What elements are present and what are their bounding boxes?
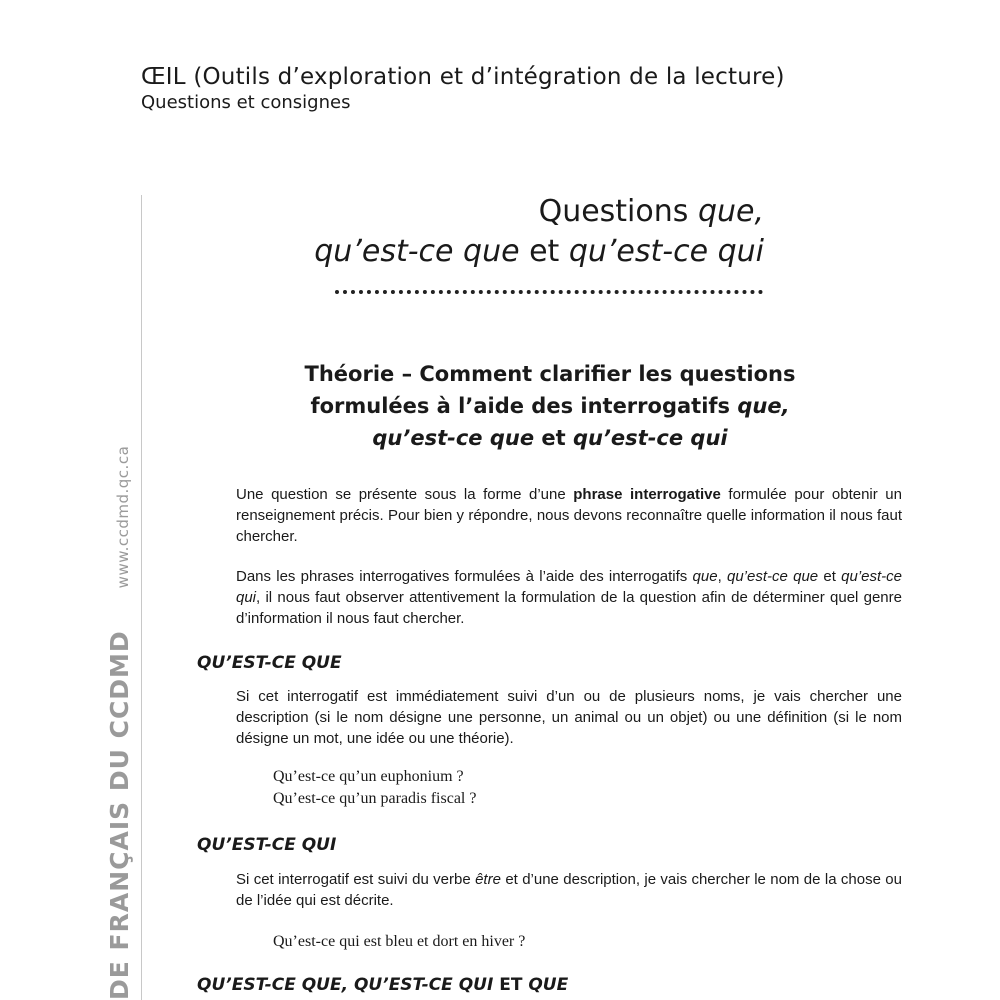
section-heading-quest-ce-que: QU’EST-CE QUE: [197, 653, 342, 673]
intro-paragraph-2: [236, 566, 902, 629]
example-line: Qu’est-ce qui est bleu et dort en hiver ?: [273, 933, 526, 950]
intro2-sep-2: et: [818, 568, 842, 585]
theory-line3-plain: et: [534, 426, 573, 450]
intro1-text-b: formulée pour obtenir un renseignement précis. Pour bien y répondre, nous devons reconnaître quelle information il nous faut chercher.: [236, 486, 902, 545]
title-line1-italic: que,: [697, 194, 764, 229]
section2-text-a: Si cet interrogatif est suivi du verbe: [236, 871, 476, 888]
example-line: Qu’est-ce qu’un euphonium ?: [273, 768, 464, 785]
title-line1-plain: Questions: [538, 194, 698, 229]
section-heading-quest-ce-qui: QU’EST-CE QUI: [197, 835, 337, 855]
intro2-italic-3: qu’est-ce qui: [236, 568, 903, 606]
section1-paragraph: Si cet interrogatif est immédiatement suivi d’un ou de plusieurs noms, je vais chercher une description (si le nom désigne une personne, un animal ou un objet) ou une définition (si le nom désigne un mot, une idée ou une théorie).: [236, 688, 902, 747]
title-line2-italic-b: qu’est-ce qui: [568, 234, 764, 269]
section2-example: [273, 931, 525, 953]
header-subtitle: Questions et consignes: [141, 92, 351, 113]
section3-heading-italic: QU’EST-CE QUE, QU’EST-CE QUI: [197, 975, 494, 995]
sidebar-vertical-text: [100, 446, 143, 1000]
section1-examples: [273, 766, 476, 810]
title-line2-italic-a: qu’est-ce que: [314, 234, 520, 269]
intro2-italic-2: qu’est-ce que: [727, 568, 819, 585]
intro-paragraph-1: [236, 484, 902, 547]
page-header: [141, 62, 785, 114]
intro1-text-a: Une question se présente sous la forme d’une: [236, 486, 574, 503]
intro2-italic-1: que: [692, 568, 718, 585]
intro2-text-b: , il nous faut observer attentivement la formulation de la question afin de déterminer quel genre d’information il nous faut chercher.: [236, 589, 902, 627]
sidebar-label: DE FRANÇAIS DU CCDMD: [105, 630, 134, 1000]
theory-title: [200, 358, 900, 454]
section3-heading-italic-b: QUE: [528, 975, 569, 995]
section2-paragraph: [236, 869, 902, 911]
intro2-text-a: Dans les phrases interrogatives formulées à l’aide des interrogatifs: [236, 568, 693, 585]
dotted-divider: [335, 290, 763, 294]
theory-line1: Théorie – Comment clarifier les questions: [304, 362, 796, 386]
theory-line3-italic-b: qu’est-ce qui: [572, 426, 728, 450]
section-heading-combined: [197, 974, 568, 996]
title-line2-plain: et: [519, 234, 569, 269]
theory-line3-italic-a: qu’est-ce que: [372, 426, 535, 450]
page-title: [314, 192, 764, 272]
intro1-bold: phrase interrogative: [573, 486, 721, 503]
section2-italic: être: [475, 871, 501, 888]
header-title: ŒIL (Outils d’exploration et d’intégration de la lecture): [141, 64, 785, 90]
sidebar-url: www.ccdmd.qc.ca: [114, 445, 132, 589]
intro2-sep-1: ,: [717, 568, 727, 585]
theory-line2-plain: formulées à l’aide des interrogatifs: [310, 394, 738, 418]
section2-text-b: et d’une description, je vais chercher le nom de la chose ou de l’idée qui est décrite.: [236, 871, 902, 909]
section3-heading-plain: ET: [493, 975, 529, 995]
example-line: Qu’est-ce qu’un paradis fiscal ?: [273, 790, 477, 807]
theory-line2-italic: que,: [737, 394, 790, 418]
